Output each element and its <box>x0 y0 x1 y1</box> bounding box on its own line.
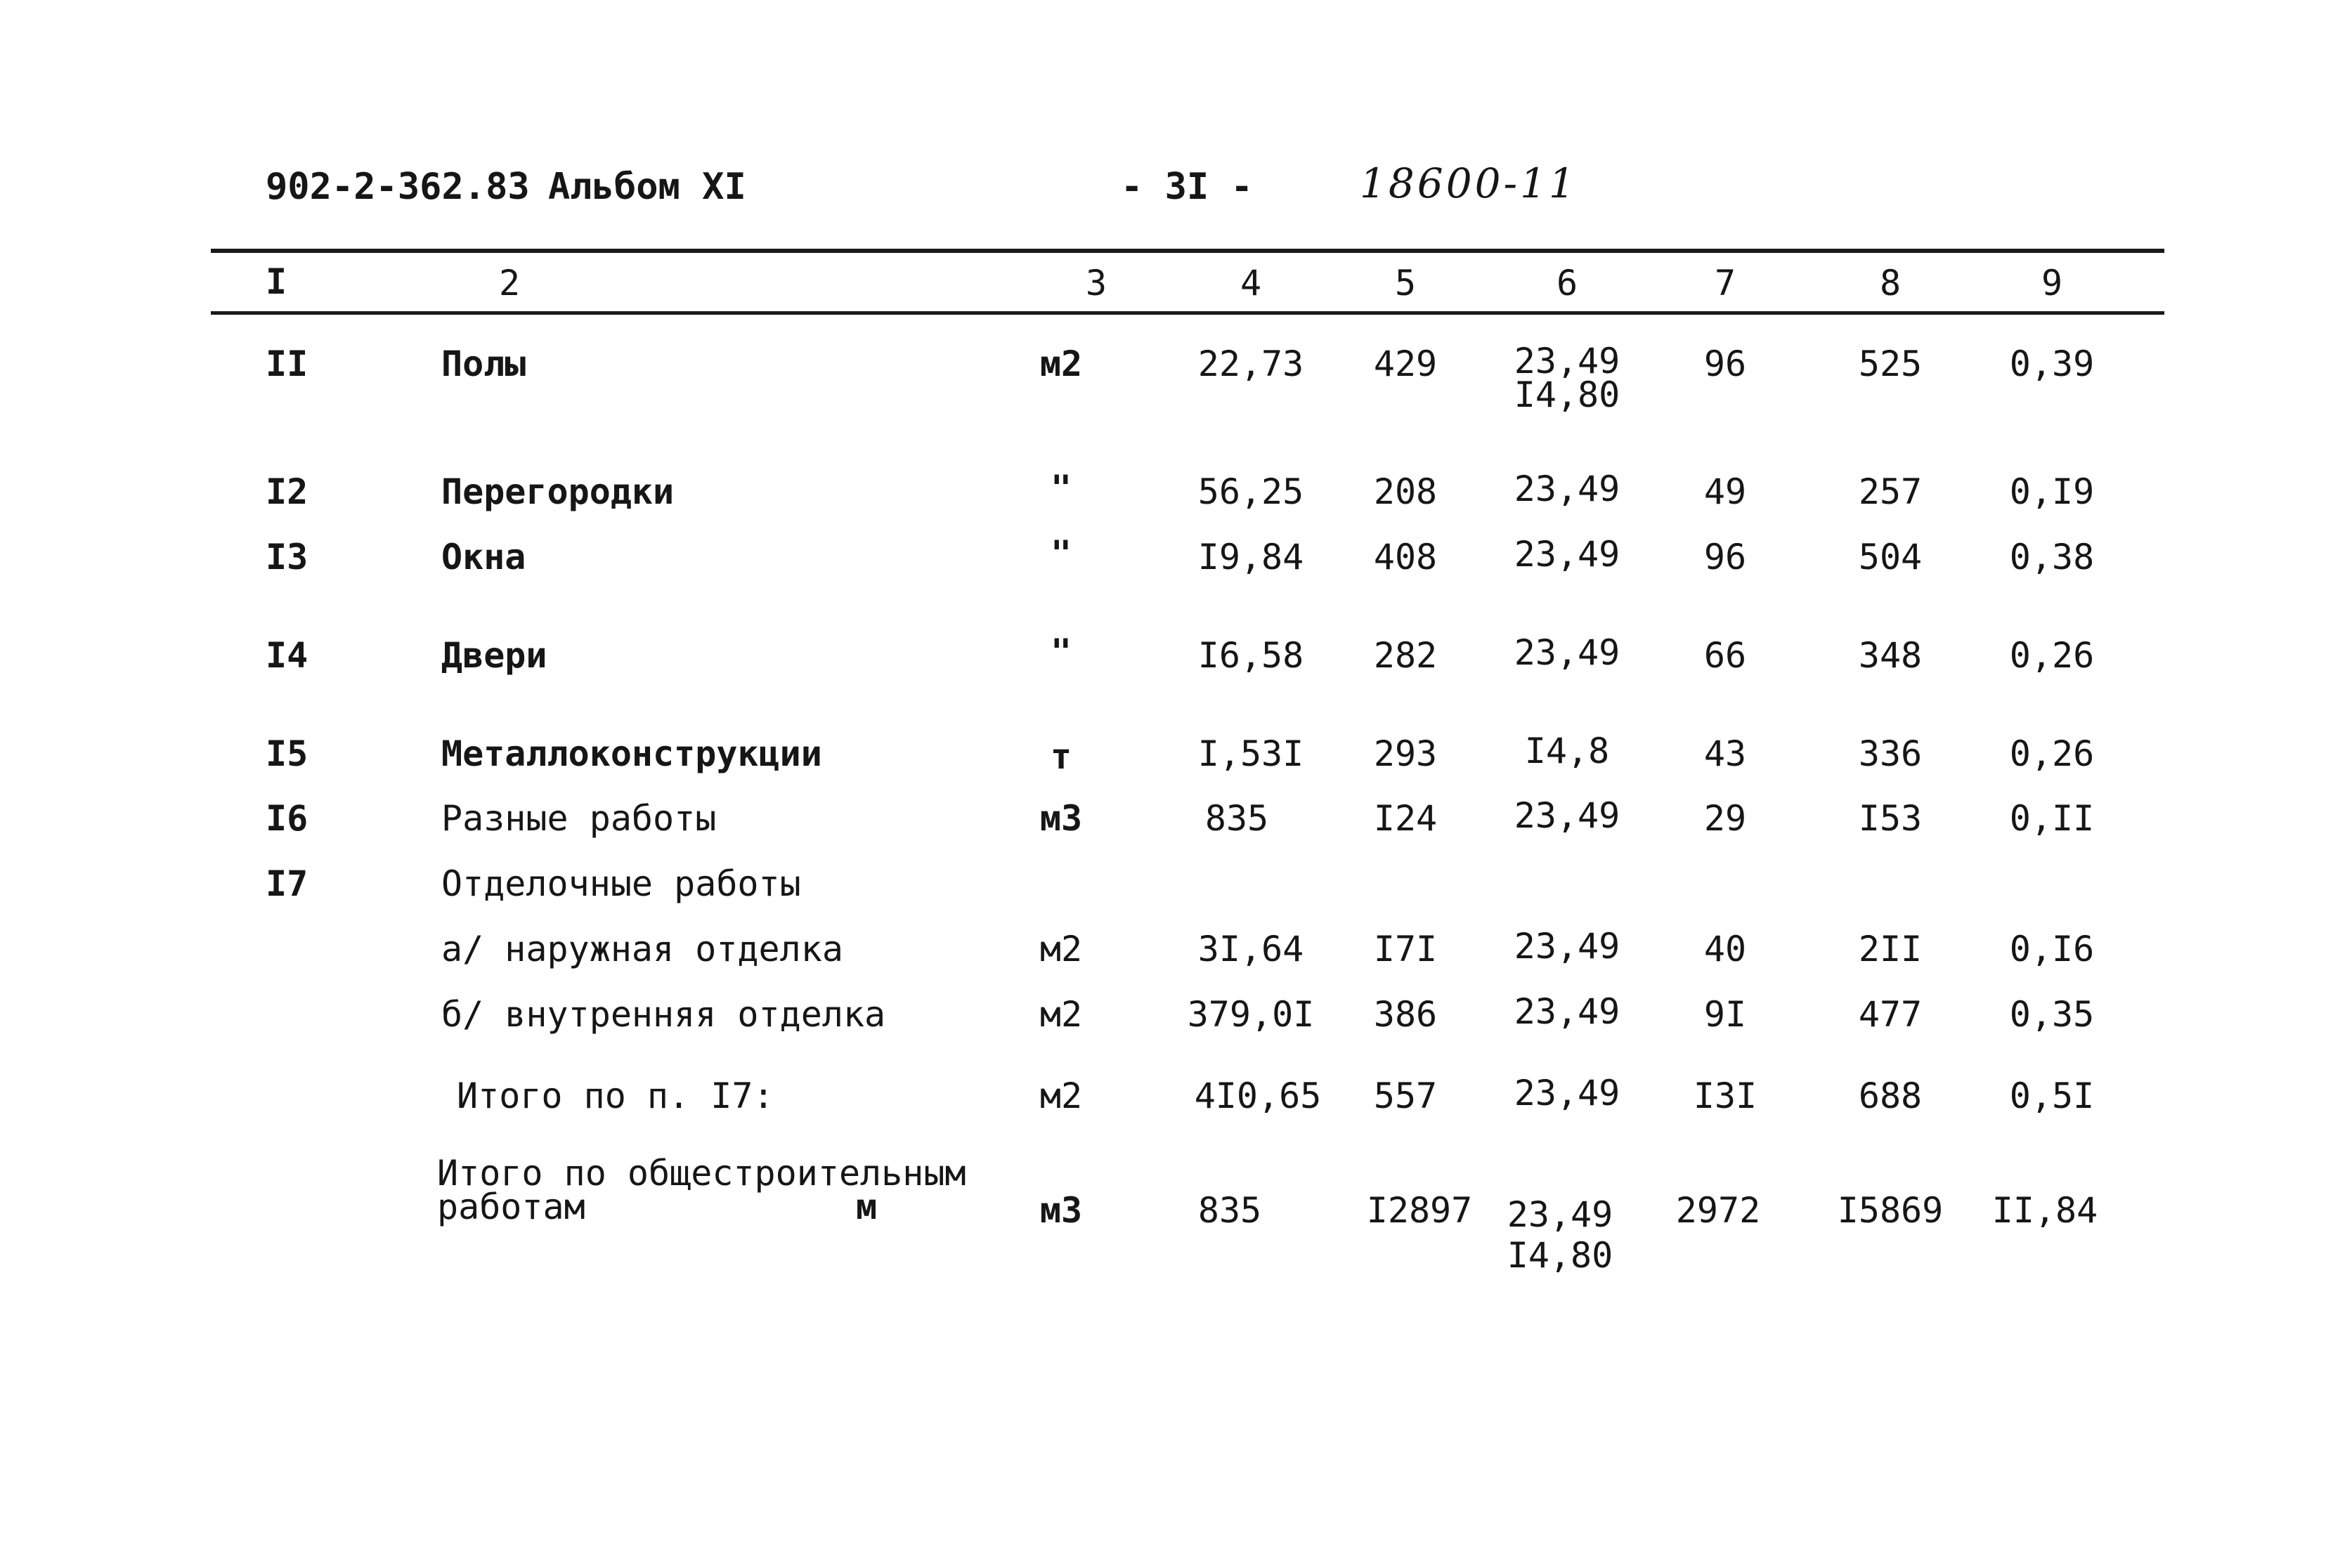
row-unit: " <box>1050 632 1072 672</box>
row-value-c4: 379,0I <box>1187 994 1315 1035</box>
column-header: 8 <box>1879 263 1902 303</box>
row-value-c9: 0,38 <box>2009 537 2095 577</box>
row-value-c8: 525 <box>1858 344 1923 384</box>
doc-code: 902-2-362.83 <box>266 166 530 208</box>
total-value-c4: 835 <box>1197 1190 1262 1231</box>
row-name: Перегородки <box>441 471 675 512</box>
row-value-c5: 282 <box>1373 635 1438 676</box>
row-value-c7: 29 <box>1703 798 1747 839</box>
row-unit: м2 <box>1039 929 1083 969</box>
row-value-c6: 23,49 <box>1514 1073 1620 1113</box>
row-name: Полы <box>441 344 526 384</box>
total-value-c7: 2972 <box>1675 1190 1761 1231</box>
row-unit: " <box>1050 468 1072 509</box>
column-header: 5 <box>1394 263 1417 303</box>
row-value-c8: 257 <box>1858 471 1923 512</box>
row-number: II <box>266 344 308 384</box>
row-value-c5: 408 <box>1373 537 1438 577</box>
row-value-c7: 40 <box>1703 929 1747 969</box>
row-value-c4: I6,58 <box>1197 635 1304 676</box>
row-name: Разные работы <box>441 798 717 839</box>
row-value-c8: 504 <box>1858 537 1923 577</box>
total-name-line1: Итого по общестроительным <box>437 1153 966 1194</box>
row-number: I7 <box>266 863 308 904</box>
row-value-c9: 0,26 <box>2009 733 2095 774</box>
total-value-c6: 23,49 I4,80 <box>1507 1194 1613 1276</box>
column-header: I <box>266 261 287 302</box>
row-value-c4: I9,84 <box>1197 537 1304 577</box>
row-value-c7: 9I <box>1703 994 1747 1035</box>
row-value-c6: 23,49 <box>1514 469 1620 509</box>
row-value-c6: I4,8 <box>1524 731 1610 771</box>
total-value-c5: I2897 <box>1366 1190 1473 1231</box>
row-unit: м2 <box>1039 994 1083 1035</box>
column-header: 3 <box>1085 263 1107 303</box>
table-header-rule <box>211 311 2164 315</box>
row-value-c6: 23,49 <box>1514 534 1620 575</box>
row-name: б/ внутренняя отделка <box>441 994 886 1035</box>
row-name: Окна <box>441 537 526 577</box>
row-value-c6: 23,49 <box>1514 991 1620 1032</box>
column-header: 9 <box>2041 263 2063 303</box>
row-unit: т <box>1050 736 1072 777</box>
row-name: Итого по п. I7: <box>457 1076 774 1116</box>
column-header: 2 <box>499 263 521 303</box>
row-value-c9: 0,I9 <box>2009 471 2095 512</box>
row-value-c5: 208 <box>1373 471 1438 512</box>
row-value-c9: 0,26 <box>2009 635 2095 676</box>
row-name: Отделочные работы <box>441 863 801 904</box>
row-value-c9: 0,5I <box>2009 1076 2095 1116</box>
row-value-c9: 0,35 <box>2009 994 2095 1035</box>
row-value-c8: 477 <box>1858 994 1923 1035</box>
row-value-c8: 336 <box>1858 733 1923 774</box>
row-value-c7: I3I <box>1693 1076 1757 1116</box>
row-value-c4: 835 <box>1204 798 1269 839</box>
row-value-c6: 23,49 <box>1514 926 1620 967</box>
row-value-c5: 429 <box>1373 344 1438 384</box>
row-value-c4: 3I,64 <box>1197 929 1304 969</box>
row-value-c5: I24 <box>1373 798 1438 839</box>
row-number: I6 <box>266 798 308 839</box>
row-value-c8: 348 <box>1858 635 1923 676</box>
row-value-c7: 96 <box>1703 344 1747 384</box>
row-value-c7: 43 <box>1703 733 1747 774</box>
row-value-c8: 688 <box>1858 1076 1923 1116</box>
row-number: I3 <box>266 537 308 577</box>
column-header: 7 <box>1714 263 1736 303</box>
row-number: I5 <box>266 733 308 774</box>
row-value-c7: 66 <box>1703 635 1747 676</box>
row-name: Двери <box>441 635 547 676</box>
row-unit: " <box>1050 533 1072 574</box>
total-value-c9: II,84 <box>1991 1190 2098 1231</box>
row-value-c8: I53 <box>1858 798 1923 839</box>
row-unit: м2 <box>1039 344 1083 384</box>
row-value-c9: 0,II <box>2009 798 2095 839</box>
row-name: а/ наружная отделка <box>441 929 843 969</box>
row-value-c9: 0,39 <box>2009 344 2095 384</box>
row-unit: м3 <box>1039 798 1083 839</box>
total-unit: м3 <box>1039 1190 1083 1231</box>
row-value-c4: I,53I <box>1197 733 1304 774</box>
row-value-c4: 4I0,65 <box>1194 1076 1322 1116</box>
row-value-c6: 23,49 <box>1514 795 1620 836</box>
page-number: - 3I - <box>1121 166 1253 208</box>
row-number: I2 <box>266 471 308 512</box>
table-top-rule <box>211 249 2164 253</box>
row-value-c5: I7I <box>1373 929 1438 969</box>
total-name-line2: работам <box>437 1187 585 1227</box>
row-value-c6: 23,49 <box>1514 632 1620 673</box>
row-value-c4: 22,73 <box>1197 344 1304 384</box>
row-value-c9: 0,I6 <box>2009 929 2095 969</box>
row-name: Металлоконструкции <box>441 733 822 774</box>
row-value-c7: 96 <box>1703 537 1747 577</box>
row-value-c7: 49 <box>1703 471 1747 512</box>
row-value-c8: 2II <box>1858 929 1923 969</box>
row-value-c4: 56,25 <box>1197 471 1304 512</box>
row-unit: м2 <box>1039 1076 1083 1116</box>
row-value-c5: 293 <box>1373 733 1438 774</box>
total-value-c8: I5869 <box>1837 1190 1944 1231</box>
row-value-c5: 386 <box>1373 994 1438 1035</box>
total-name-unit: м <box>856 1187 878 1227</box>
column-header: 4 <box>1240 263 1262 303</box>
row-value-c6: 23,49 I4,80 <box>1514 341 1620 415</box>
row-value-c5: 557 <box>1373 1076 1438 1116</box>
handwritten-number: 18600-11 <box>1360 159 1578 207</box>
column-header: 6 <box>1556 263 1578 303</box>
album-label: Альбом XI <box>548 166 746 208</box>
row-number: I4 <box>266 635 308 676</box>
